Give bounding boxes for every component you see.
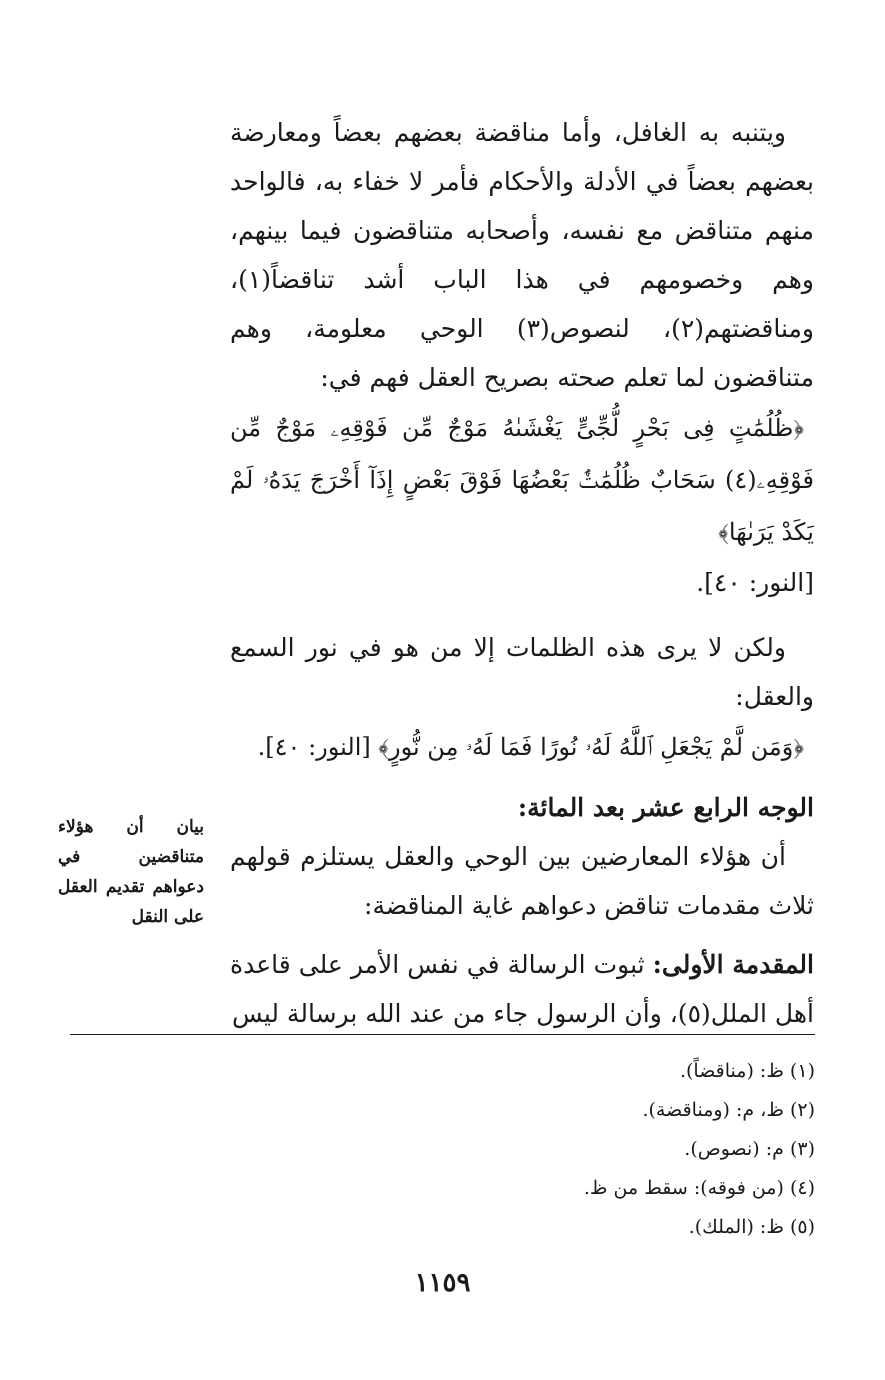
- footnote: (١) ظ: (مناقضاً).: [679, 1060, 815, 1082]
- footnote: (٢) ظ، م: (ومناقضة).: [642, 1099, 815, 1121]
- footnote: (٣) م: (نصوص).: [684, 1138, 815, 1160]
- footnotes-list: [70, 1052, 815, 1247]
- verse-reference-2: [النور: ٤٠].: [257, 733, 371, 761]
- footnote-divider: [70, 1034, 815, 1035]
- paragraph-4-text: ثبوت الرسالة في نفس الأمر على قاعدة أهل الملل(٥)، وأن الرسول جاء من عند الله برسالة ليس: [230, 950, 814, 1028]
- paragraph-3: أن هؤلاء المعارضين بين الوحي والعقل يستلزم قولهم ثلاث مقدمات تناقض دعواهم غاية المناقضة:: [230, 842, 814, 920]
- main-text-column: [230, 108, 814, 1038]
- margin-note: بيان أن هؤلاء متناقضين في دعواهم تقديم العقل على النقل: [58, 817, 204, 927]
- paragraph-2: ولكن لا يرى هذه الظلمات إلا من هو في نور السمع والعقل:: [230, 633, 814, 711]
- quran-verse-1: ﴿ظُلُمَٰتٍ فِى بَحْرٍ لُّجِّىٍّ يَغْشَىٰهُ مَوْجٌ مِّن فَوْقِهِۦ مَوْجٌ مِّن فَوْقِهِۦ(٤) سَحَابٌ ظُلُمَٰتٌۢ بَعْضُهَا فَوْقَ بَعْضٍ إِذَآ أَخْرَجَ يَدَهُۥ لَمْ يَكَدْ يَرَىٰهَا﴾: [230, 414, 814, 546]
- verse-reference-1: [النور: ٤٠].: [696, 568, 814, 597]
- paragraph-4: [230, 940, 814, 1038]
- quran-verse-2: [230, 721, 814, 773]
- quran-verse-2-text: ﴿وَمَن لَّمْ يَجْعَلِ ٱللَّهُ لَهُۥ نُورًا فَمَا لَهُۥ مِن نُّورٍ﴾: [378, 733, 804, 761]
- footnote: (٥) ظ: (الملك).: [688, 1216, 815, 1238]
- premise-label: المقدمة الأولى:: [652, 950, 814, 979]
- footnote: (٤) (من فوقه): سقط من ظ.: [583, 1177, 815, 1199]
- paragraph-1: ويتنبه به الغافل، وأما مناقضة بعضهم بعضاً ومعارضة بعضهم بعضاً في الأدلة والأحكام فأمر لا خفاء به، فالواحد منهم متناقض مع نفسه، وأصحابه متناقضون فيما بينهم، وهم وخصومهم في هذا الباب أشد تناقضاً(١)، ومناقضتهم(٢)، لنصوص(٣) الوحي معلومة، وهم متناقضون لما تعلم صحته بصريح العقل فهم في:: [230, 118, 814, 392]
- section-heading: الوجه الرابع عشر بعد المائة:: [517, 793, 814, 822]
- page-number: ١١٥٩: [414, 1268, 471, 1298]
